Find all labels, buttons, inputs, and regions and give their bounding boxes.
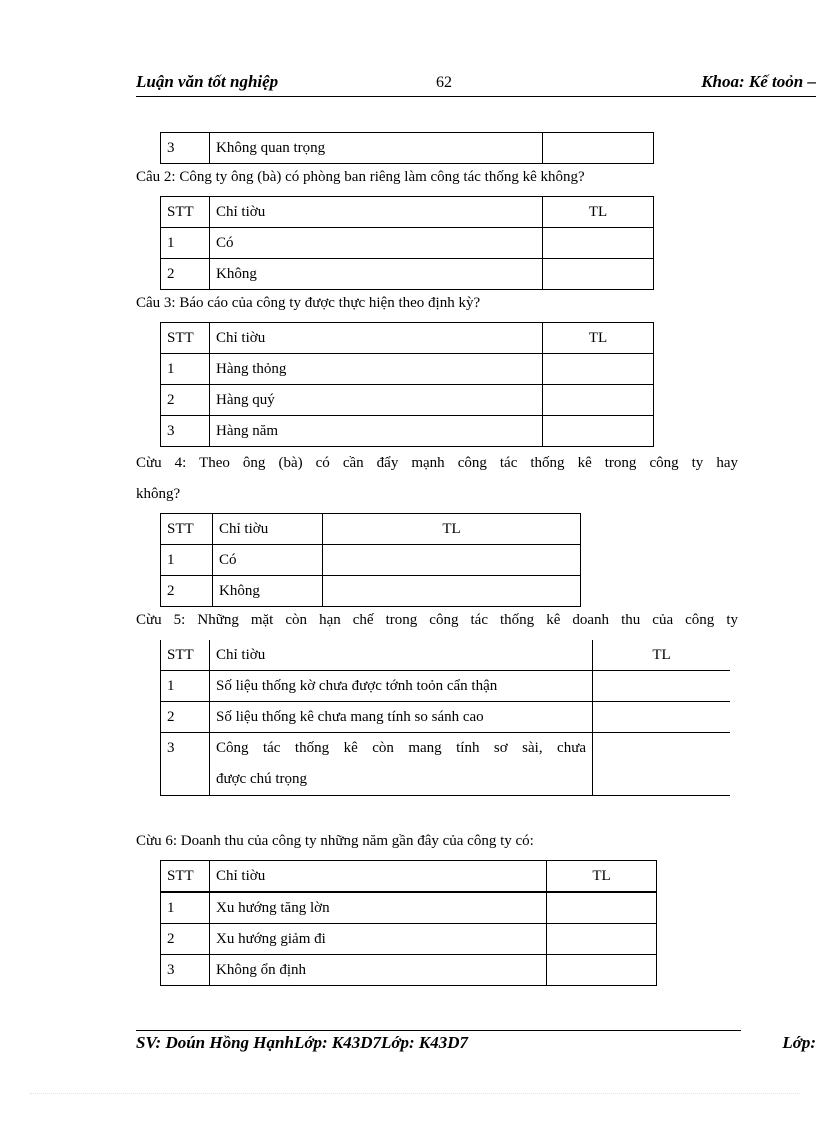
cell-label: Không [210,259,543,290]
cell-label-line-1: Công tác thống kê còn mang tính sơ sài, chưa [216,740,586,756]
header-tl: TL [323,514,581,545]
header-divider [136,96,816,97]
cell-tl [323,576,581,607]
table-row [161,892,657,924]
cell-stt: 3 [161,955,210,986]
footer-class: Lớp: [782,1033,816,1052]
header-tl: TL [593,640,731,671]
cell-label: Có [213,545,323,576]
header-stt: STT [161,197,210,228]
cell-stt: 3 [161,133,210,164]
cell-stt: 2 [161,576,213,607]
table-row [161,259,654,290]
table-q3 [160,322,654,447]
question-4-line-2: không? [136,486,181,502]
question-3: Câu 3: Báo cáo của công ty được thực hiện theo định kỳ? [136,295,481,311]
cell-tl [547,924,657,955]
header-label: Chỉ tiờu [213,514,323,545]
page-edge-dots [30,1093,800,1094]
cell-stt: 2 [161,924,210,955]
cell-stt: 3 [161,416,210,447]
cell-stt: 3 [161,733,210,796]
header-department: Khoa: Kế toỏn – [701,72,816,91]
header-stt: STT [161,323,210,354]
table-header-row [161,640,731,671]
footer-student: SV: Doún Hồng HạnhLớp: K43D7Lớp: K43D7 [136,1033,469,1052]
header-tl: TL [543,197,654,228]
table-header-row [161,514,581,545]
cell-tl [593,671,731,702]
table-row [161,576,581,607]
cell-label: Hàng thỏng [210,354,543,385]
cell-stt: 1 [161,892,210,924]
cell-stt: 1 [161,354,210,385]
cell-tl [543,385,654,416]
table-header-row [161,323,654,354]
page-number: 62 [436,74,452,91]
header-label: Chỉ tiờu [210,197,543,228]
table-row [161,733,731,796]
cell-label: Không ổn định [210,955,547,986]
header-label: Chỉ tiờu [210,861,547,893]
cell-stt: 2 [161,385,210,416]
cell-label: Số liệu thống kờ chưa được tớnh toỏn cẩn thận [210,671,593,702]
cell-tl [543,133,654,164]
cell-tl [543,259,654,290]
table-header-row [161,861,657,893]
table-q2 [160,196,654,290]
cell-tl [323,545,581,576]
table-row [161,133,654,164]
cell-stt: 1 [161,545,213,576]
cell-stt: 2 [161,702,210,733]
table-row [161,354,654,385]
table-row [161,416,654,447]
header-tl: TL [547,861,657,893]
cell-label: Xu hướng giảm đi [210,924,547,955]
header-stt: STT [161,861,210,893]
cell-label: Có [210,228,543,259]
question-5: Cừu 5: Những mặt còn hạn chế trong công tác thống kê doanh thu của công ty [136,612,738,628]
header-tl: TL [543,323,654,354]
cell-tl [543,354,654,385]
header-stt: STT [161,514,213,545]
table-row [161,671,731,702]
cell-label: Không [213,576,323,607]
cell-tl [543,228,654,259]
header-stt: STT [161,640,210,671]
question-2: Câu 2: Công ty ông (bà) có phòng ban riêng làm công tác thống kê không? [136,169,585,185]
cell-label-line-2: được chú trọng [216,771,308,787]
table-row [161,702,731,733]
table-row [161,955,657,986]
cell-label [210,733,593,796]
cell-stt: 2 [161,259,210,290]
table-header-row [161,197,654,228]
table-q4 [160,513,581,607]
cell-label: Hàng quý [210,385,543,416]
cell-label: Không quan trọng [210,133,543,164]
cell-stt: 1 [161,671,210,702]
header-label: Chỉ tiờu [210,640,593,671]
cell-label: Số liệu thống kê chưa mang tính so sánh cao [210,702,593,733]
header-label: Chỉ tiờu [210,323,543,354]
cell-tl [547,892,657,924]
table-row [161,545,581,576]
table-q5 [160,640,730,796]
cell-tl [593,702,731,733]
question-6: Cừu 6: Doanh thu của công ty những năm gần đây của công ty có: [136,833,534,849]
table-row [161,924,657,955]
cell-label: Xu hướng tăng lờn [210,892,547,924]
cell-tl [547,955,657,986]
question-4-line-1: Cừu 4: Theo ông (bà) có cần đẩy mạnh công tác thống kê trong công ty hay [136,455,738,471]
cell-tl [593,733,731,796]
cell-stt: 1 [161,228,210,259]
footer-divider [136,1030,741,1031]
table-row [161,385,654,416]
table-q1-continuation [160,132,654,164]
header-title: Luận văn tốt nghiệp [136,72,279,91]
table-q6 [160,860,657,986]
cell-label: Hàng năm [210,416,543,447]
table-row [161,228,654,259]
cell-tl [543,416,654,447]
